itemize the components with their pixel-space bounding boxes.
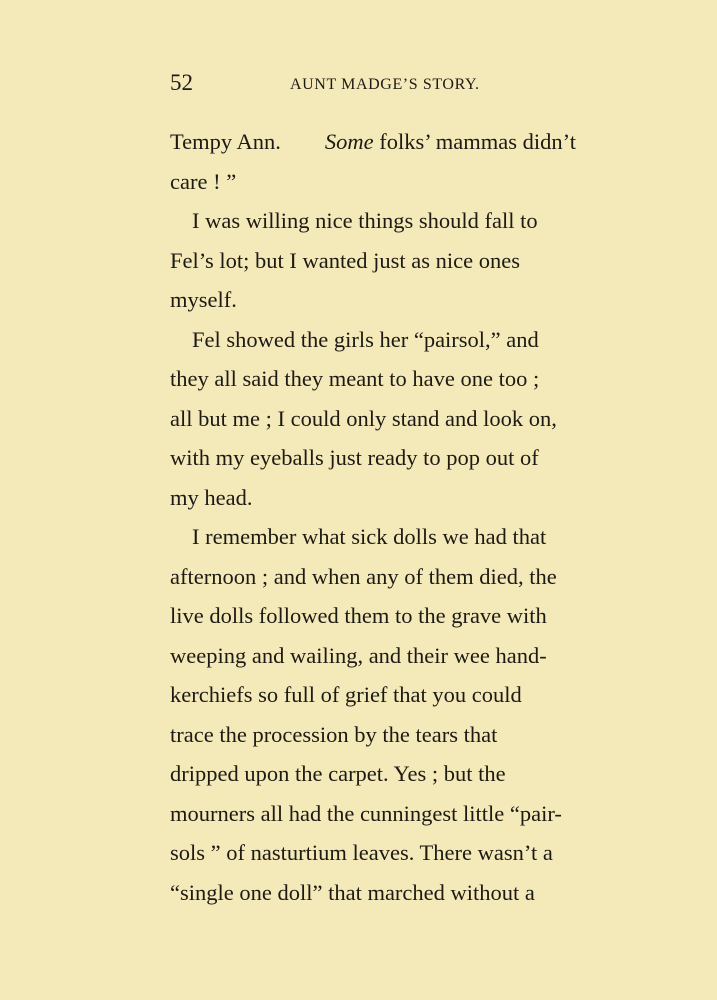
text-line: Fel showed the girls her “pairsol,” and [192,326,539,352]
text-line: dripped upon the carpet. Yes ; but the [170,761,506,786]
text-line: afternoon ; and when any of them died, the [170,563,557,589]
page-number: 52 [170,70,193,95]
text-line: myself. [170,287,237,312]
text-line: my head. [170,484,253,510]
text-line: Fel’s lot; but I wanted just as nice ones [170,247,520,273]
text-line: all but me ; I could only stand and look on, [170,405,557,431]
text-span [325,122,576,162]
page-header [170,68,650,98]
text-span: Tempy Ann. [170,129,281,154]
text-line: sols ” of nasturtium leaves. There wasn’t a [170,840,553,865]
text-line: care ! ” [170,168,237,194]
text-line: I remember what sick dolls we had that [192,524,547,549]
running-head: AUNT MADGE’S STORY. [290,76,480,93]
text-line: with my eyeballs just ready to pop out of [170,445,539,470]
text-line: they all said they meant to have one too ; [170,366,540,391]
text-line: I was willing nice things should fall to [192,208,538,233]
body-text [170,122,646,912]
text-span: folks’ mammas didn’t [379,129,576,154]
text-line: weeping and wailing, and their wee hand- [170,642,547,668]
text-line [170,122,646,162]
emphasis-text: Some [324,129,374,154]
text-line: kerchiefs so full of grief that you could [170,682,522,707]
text-line: “single one doll” that marched without a [170,879,535,905]
text-line: live dolls followed them to the grave with [170,603,547,628]
text-line: trace the procession by the tears that [170,721,498,747]
text-line: mourners all had the cunningest little “pair- [170,800,562,826]
